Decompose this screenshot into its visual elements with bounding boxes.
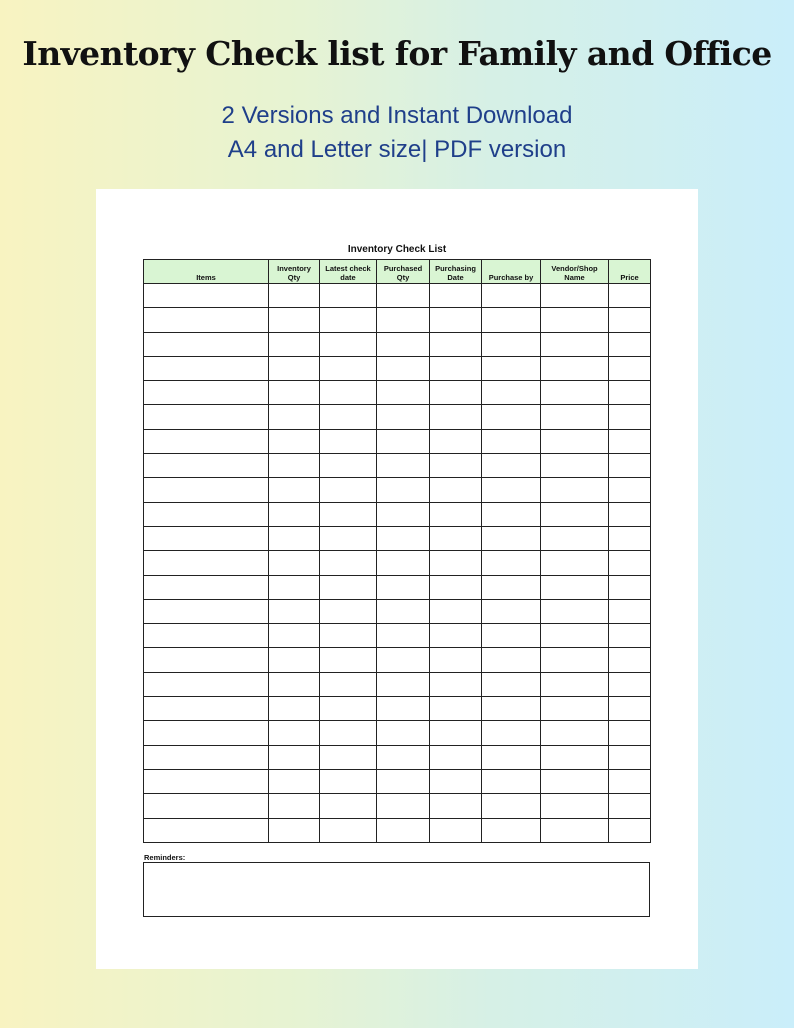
table-cell [377,502,430,526]
table-cell [430,454,482,478]
table-row [144,575,651,599]
table-cell [144,697,269,721]
table-cell [320,429,377,453]
table-cell [430,721,482,745]
table-cell [482,745,541,769]
table-cell [269,648,320,672]
table-cell [144,794,269,818]
table-cell [269,332,320,356]
table-cell [482,526,541,550]
table-cell [430,405,482,429]
table-cell [430,624,482,648]
table-cell [320,332,377,356]
table-row [144,648,651,672]
table-cell [430,284,482,308]
table-cell [609,405,651,429]
table-cell [377,551,430,575]
table-row [144,551,651,575]
table-cell [609,794,651,818]
table-cell [541,624,609,648]
table-cell [430,429,482,453]
table-row [144,697,651,721]
table-cell [320,526,377,550]
table-cell [269,794,320,818]
table-cell [430,599,482,623]
table-cell [430,308,482,332]
column-header-purchase-by: Purchase by [482,260,541,284]
table-row [144,599,651,623]
table-cell [377,818,430,842]
sheet-title: Inventory Check List [347,244,447,255]
table-cell [430,551,482,575]
table-cell [482,575,541,599]
table-cell [269,818,320,842]
table-cell [269,599,320,623]
table-cell [144,429,269,453]
table-cell [609,672,651,696]
table-row [144,672,651,696]
table-cell [482,284,541,308]
table-cell [320,478,377,502]
subtitle-versions: 2 Versions and Instant Download [221,102,573,129]
table-cell [609,818,651,842]
table-cell [609,381,651,405]
table-cell [609,745,651,769]
table-cell [609,502,651,526]
table-cell [482,405,541,429]
table-cell [430,648,482,672]
reminders-label: Reminders: [144,853,186,862]
table-cell [144,478,269,502]
table-cell [430,526,482,550]
table-cell [320,356,377,380]
table-cell [482,308,541,332]
column-header-vendor-shop-name: Vendor/Shop Name [541,260,609,284]
table-row [144,769,651,793]
table-cell [609,599,651,623]
table-cell [541,284,609,308]
table-cell [144,381,269,405]
table-row [144,721,651,745]
table-cell [269,284,320,308]
table-cell [609,526,651,550]
table-cell [377,526,430,550]
table-cell [541,575,609,599]
table-cell [482,599,541,623]
table-cell [269,526,320,550]
table-cell [609,575,651,599]
table-cell [609,624,651,648]
checklist-sheet [96,189,698,969]
table-cell [377,697,430,721]
table-cell [269,769,320,793]
table-cell [320,672,377,696]
table-cell [430,745,482,769]
table-cell [609,429,651,453]
table-cell [320,745,377,769]
table-cell [482,697,541,721]
table-row [144,478,651,502]
table-cell [377,745,430,769]
table-cell [144,405,269,429]
table-cell [269,745,320,769]
table-cell [609,356,651,380]
table-cell [482,551,541,575]
table-cell [377,332,430,356]
table-cell [320,381,377,405]
table-cell [144,454,269,478]
table-cell [377,308,430,332]
table-cell [144,599,269,623]
table-cell [144,818,269,842]
table-cell [269,721,320,745]
table-cell [377,575,430,599]
table-cell [320,769,377,793]
table-cell [430,672,482,696]
table-cell [320,721,377,745]
table-cell [320,794,377,818]
table-cell [541,332,609,356]
table-cell [482,381,541,405]
table-cell [609,454,651,478]
table-cell [609,284,651,308]
table-cell [144,356,269,380]
table-cell [269,551,320,575]
table-cell [377,624,430,648]
table-cell [320,405,377,429]
table-cell [269,454,320,478]
table-cell [269,308,320,332]
table-cell [609,551,651,575]
table-cell [144,624,269,648]
table-cell [430,794,482,818]
table-row [144,745,651,769]
table-cell [144,308,269,332]
table-cell [541,745,609,769]
table-row [144,624,651,648]
table-cell [482,818,541,842]
table-cell [541,478,609,502]
table-cell [609,697,651,721]
table-cell [320,575,377,599]
table-cell [482,356,541,380]
table-cell [609,478,651,502]
table-cell [541,429,609,453]
subtitle-formats: A4 and Letter size| PDF version [227,136,567,163]
table-cell [541,599,609,623]
table-cell [430,697,482,721]
table-cell [320,624,377,648]
table-cell [430,818,482,842]
table-cell [320,599,377,623]
table-row [144,356,651,380]
table-cell [320,697,377,721]
table-row [144,284,651,308]
table-cell [430,356,482,380]
column-header-purchasing-date: Purchasing Date [430,260,482,284]
table-cell [377,284,430,308]
table-row [144,308,651,332]
table-cell [320,648,377,672]
table-cell [269,697,320,721]
table-cell [144,284,269,308]
table-cell [144,745,269,769]
table-cell [541,454,609,478]
inventory-table [143,259,651,843]
table-cell [482,672,541,696]
table-cell [430,769,482,793]
table-cell [320,308,377,332]
table-cell [377,405,430,429]
table-cell [482,769,541,793]
table-row [144,502,651,526]
table-cell [269,381,320,405]
table-row [144,381,651,405]
table-cell [377,721,430,745]
table-cell [377,648,430,672]
table-cell [482,794,541,818]
table-cell [609,769,651,793]
table-cell [482,478,541,502]
column-header-latest-check-date: Latest check date [320,260,377,284]
table-cell [430,502,482,526]
table-cell [144,526,269,550]
table-cell [541,721,609,745]
table-cell [609,648,651,672]
table-cell [541,648,609,672]
table-cell [269,405,320,429]
table-row [144,429,651,453]
table-row [144,818,651,842]
table-cell [541,794,609,818]
table-cell [430,478,482,502]
table-cell [269,429,320,453]
column-header-items: Items [144,260,269,284]
table-row [144,332,651,356]
table-cell [541,502,609,526]
table-cell [541,356,609,380]
table-cell [144,769,269,793]
table-cell [541,526,609,550]
table-cell [609,721,651,745]
table-cell [269,478,320,502]
table-cell [541,405,609,429]
table-cell [320,284,377,308]
table-cell [377,429,430,453]
table-cell [320,818,377,842]
table-cell [430,381,482,405]
page-title: Inventory Check list for Family and Office [22,34,772,73]
table-cell [482,721,541,745]
table-cell [144,502,269,526]
table-cell [377,794,430,818]
table-cell [144,672,269,696]
reminders-box [143,862,650,917]
table-cell [541,818,609,842]
table-cell [482,332,541,356]
column-header-purchased-qty: Purchased Qty [377,260,430,284]
column-header-price: Price [609,260,651,284]
table-cell [541,697,609,721]
table-cell [269,356,320,380]
table-cell [609,308,651,332]
table-cell [377,599,430,623]
table-row [144,526,651,550]
table-cell [377,478,430,502]
table-cell [269,672,320,696]
table-row [144,454,651,478]
table-cell [269,575,320,599]
table-cell [377,672,430,696]
table-cell [377,769,430,793]
table-cell [320,502,377,526]
table-cell [144,648,269,672]
table-cell [482,454,541,478]
table-row [144,794,651,818]
table-cell [377,454,430,478]
table-cell [144,575,269,599]
table-cell [609,332,651,356]
table-cell [144,551,269,575]
table-cell [541,672,609,696]
table-cell [144,332,269,356]
table-cell [541,769,609,793]
table-cell [541,381,609,405]
table-cell [269,624,320,648]
table-row [144,405,651,429]
table-cell [430,332,482,356]
table-body [144,284,651,843]
table-cell [430,575,482,599]
table-header-row [144,260,651,284]
table-cell [320,454,377,478]
table-cell [377,381,430,405]
table-cell [482,502,541,526]
table-cell [144,721,269,745]
table-cell [482,624,541,648]
table-cell [541,308,609,332]
table-cell [377,356,430,380]
table-cell [320,551,377,575]
table-cell [541,551,609,575]
table-cell [482,429,541,453]
table-cell [482,648,541,672]
table-cell [269,502,320,526]
column-header-inventory-qty: Inventory Qty [269,260,320,284]
